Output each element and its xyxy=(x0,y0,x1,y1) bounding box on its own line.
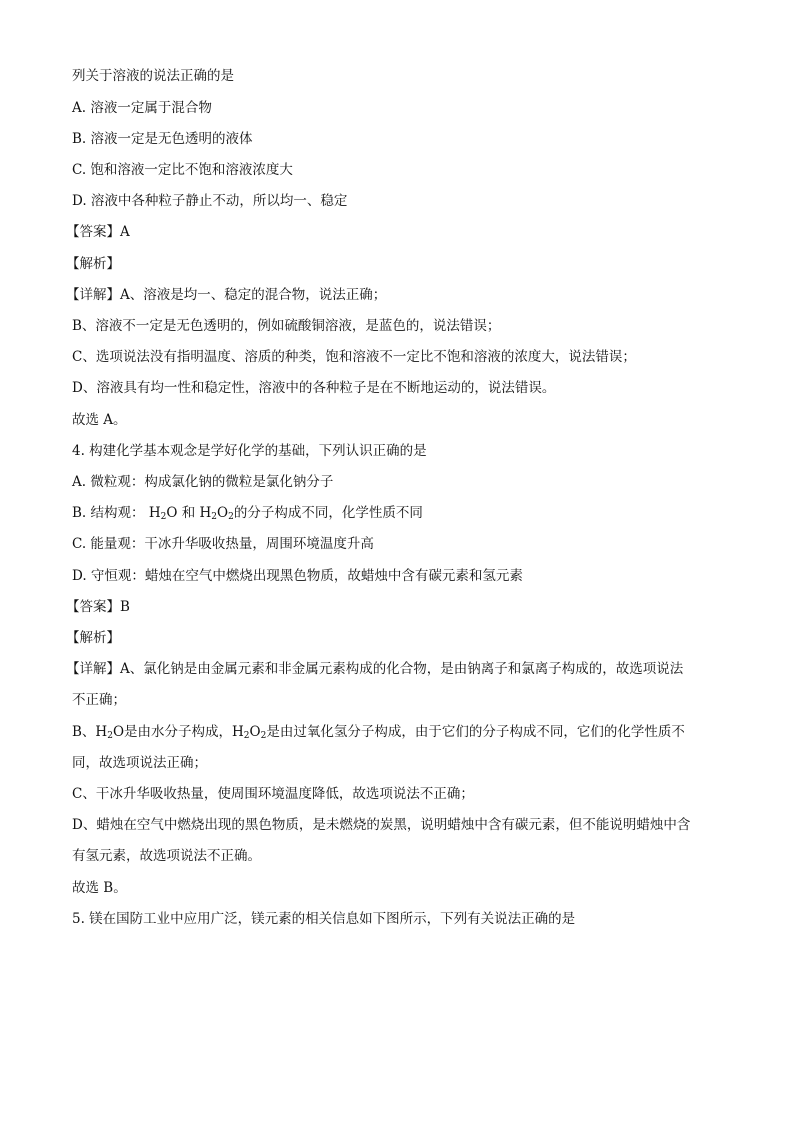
q4-answer: 【答案】B xyxy=(66,599,130,615)
q4-detail-a-line2: 不正确； xyxy=(72,692,126,708)
q3-detail-d: D、溶液具有均一性和稳定性，溶液中的各种粒子是在不断地运动的，说法错误。 xyxy=(72,380,556,396)
formula-water: $H_2O$ xyxy=(95,724,125,741)
q3-detail-b: B、溶液不一定是无色透明的，例如硫酸铜溶液，是蓝色的，说法错误； xyxy=(72,318,501,334)
q4-detail-b-line2: 同，故选项说法正确； xyxy=(72,755,207,771)
q4-detail-a-line1: 【详解】A、氯化钠是由金属元素和非金属元素构成的化合物，是由钠离子和氯离子构成的，故选项说法 xyxy=(66,661,684,677)
q3-answer: 【答案】A xyxy=(66,224,130,240)
q4-option-a: A. 微粒观：构成氯化钠的微粒是氯化钠分子 xyxy=(72,474,334,490)
q3-stem: 列关于溶液的说法正确的是 xyxy=(72,68,234,84)
q4-conclusion: 故选 B。 xyxy=(72,880,127,896)
q4-detail-d-line2: 有氢元素，故选项说法不正确。 xyxy=(72,848,261,864)
formula-hydrogen-peroxide: $H_2O_2$ xyxy=(199,505,234,522)
formula-water: $H_2O$ xyxy=(148,505,178,522)
q5-stem: 5. 镁在国防工业中应用广泛，镁元素的相关信息如下图所示，下列有关说法正确的是 xyxy=(72,911,576,927)
q4-option-c: C. 能量观：干冰升华吸收热量，周围环境温度升高 xyxy=(72,536,374,552)
q4-detail-b-line1: B、$H_2O$是由水分子构成，$H_2O_2$是由过氧化氢分子构成，由于它们的分子构成不同，它们的化学性质不 xyxy=(72,724,685,741)
q3-option-b: B. 溶液一定是无色透明的液体 xyxy=(72,131,253,147)
q3-option-d: D. 溶液中各种粒子静止不动，所以均一、稳定 xyxy=(72,193,348,209)
q4-stem: 4. 构建化学基本观念是学好化学的基础，下列认识正确的是 xyxy=(72,443,427,459)
q3-conclusion: 故选 A。 xyxy=(72,412,127,428)
q3-detail-c: C、选项说法没有指明温度、溶质的种类，饱和溶液不一定比不饱和溶液的浓度大，说法错误； xyxy=(72,349,636,365)
q3-option-a: A. 溶液一定属于混合物 xyxy=(72,100,212,116)
formula-hydrogen-peroxide: $H_2O_2$ xyxy=(232,724,267,741)
q4-detail-c: C、干冰升华吸收热量，使周围环境温度降低，故选项说法不正确； xyxy=(72,786,474,802)
q3-analysis-label: 【解析】 xyxy=(66,256,120,272)
q4-option-d: D. 守恒观：蜡烛在空气中燃烧出现黑色物质，故蜡烛中含有碳元素和氢元素 xyxy=(72,568,523,584)
q4-analysis-label: 【解析】 xyxy=(66,630,120,646)
q3-detail-a: 【详解】A、溶液是均一、稳定的混合物，说法正确； xyxy=(66,287,387,303)
q3-option-c: C. 饱和溶液一定比不饱和溶液浓度大 xyxy=(72,162,293,178)
q4-detail-d-line1: D、蜡烛在空气中燃烧出现的黑色物质，是未燃烧的炭黑，说明蜡烛中含有碳元素，但不能说明蜡烛中含 xyxy=(72,817,691,833)
q4-option-b: B. 结构观： $H_2O$ 和 $H_2O_2$的分子构成不同，化学性质不同 xyxy=(72,505,423,522)
